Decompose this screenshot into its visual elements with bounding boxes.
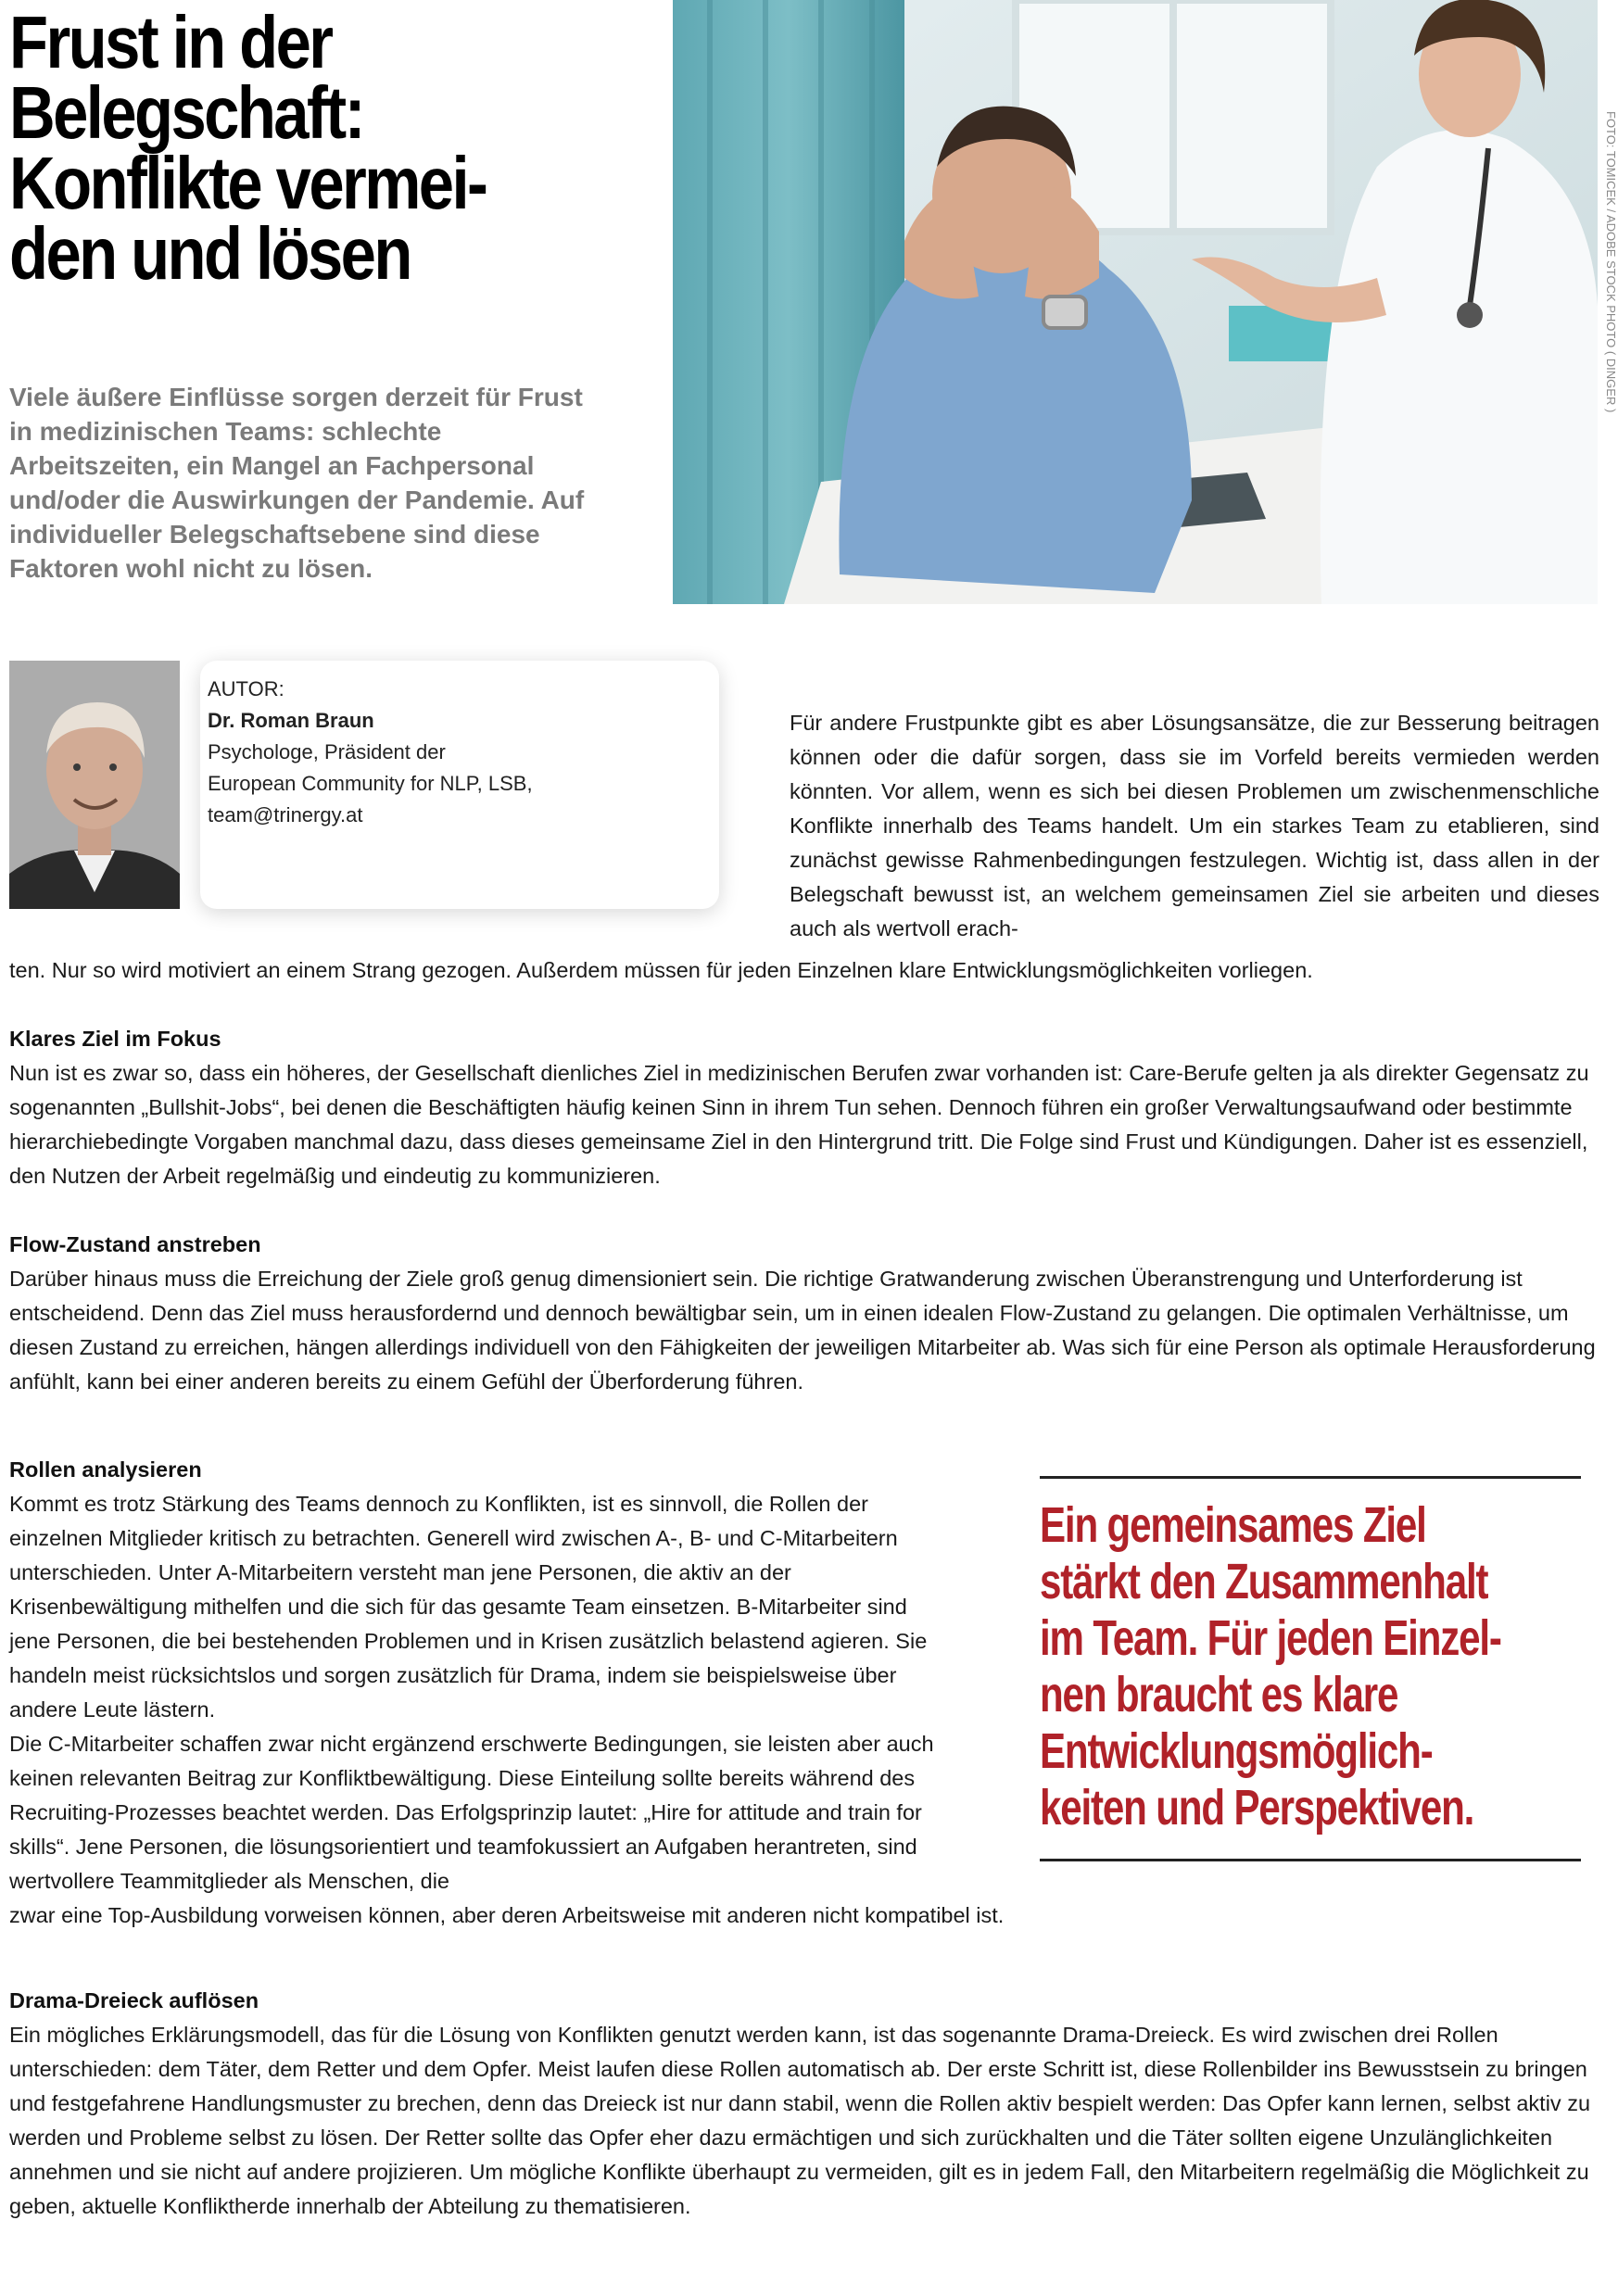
section-body-end: zwar eine Top-Ausbildung vorweisen können, aber deren Arbeitsweise mit anderen nicht kompatibel ist. [9, 1903, 1005, 1927]
pull-quote [1040, 1476, 1581, 1861]
pull-quote-line: Entwicklungsmöglich- [1040, 1723, 1433, 1779]
section-body: Nun ist es zwar so, dass ein höheres, der Gesellschaft dienliches Ziel in medizinischen Berufen zwar vorhanden ist: Care-Berufe gelten ja als direkter Gegensatz zu sogenannten „Bullshit-Jobs“, bei denen die Beschäftigten häufig keinen Sinn in ihrem Tun sehen. Dennoch führen ein großer Verwaltungsaufwand oder bestimmte hierarchiebedingte Vorgaben manchmal dazu, dass dieses gemeinsame Ziel in den Hintergrund tritt. Die Folge sind Frust und Kündigungen. Daher ist es essenziell, den Nutzen der Arbeit regelmäßig und eindeutig zu kommunizieren. [9, 1061, 1589, 1188]
section-heading: Flow-Zustand anstreben [9, 1232, 261, 1256]
pull-quote-line: stärkt den Zusammenhalt [1040, 1554, 1488, 1609]
pull-quote-line: Ein gemeinsames Ziel [1040, 1497, 1426, 1553]
hero-photo [673, 0, 1598, 604]
headline-line: Konflikte vermei- [9, 142, 487, 224]
author-photo [9, 661, 180, 909]
pull-quote-text [1040, 1497, 1546, 1836]
hero-illustration [673, 0, 1598, 604]
intro-paragraph: Für andere Frustpunkte gibt es aber Lösungsansätze, die zur Besserung beitragen können oder die dafür sorgen, dass sie im Vorfeld bereits vermieden werden könnten. Vor allem, wenn es sich bei diesen Problemen um zwischenmenschliche Konflikte innerhalb des Teams handelt. Um ein starkes Team zu etablieren, sind zunächst gewisse Rahmenbedingungen festzulegen. Wichtig ist, dass allen in der Belegschaft bewusst ist, an welchem gemeinsamen Ziel sie arbeiten und dieses auch als wertvoll erach- [790, 711, 1599, 940]
section-heading: Rollen analysieren [9, 1457, 202, 1482]
author-box [200, 661, 719, 909]
author-affiliation: European Community for NLP, LSB, [208, 772, 533, 795]
author-email[interactable]: team@trinergy.at [208, 803, 363, 826]
headline-line: Frust in der [9, 1, 332, 83]
section-heading: Klares Ziel im Fokus [9, 1027, 221, 1051]
photo-credit: FOTO: TOMICEK / ADOBE STOCK PHOTO ( DINGER ) [1604, 111, 1618, 413]
section-body: Kommt es trotz Stärkung des Teams dennoch zu Konflikten, ist es sinnvoll, die Rollen der einzelnen Mitglieder kritisch zu betrachten. Generell wird zwischen A-, B- und C-Mitarbeitern unterschieden. Unter A-Mitarbeitern versteht man jene Personen, die aktiv an der Krisenbewältigung mithelfen und die sich für das gesamte Team einsetzen. B-Mitarbeiter sind jene Personen, die bei bestehenden Problemen und in Krisen zusätzlich belastend agieren. Sie handeln meist rücksichtslos und sorgen zusätzlich für Drama, indem sie beispielsweise über andere Leute lästern. [9, 1492, 928, 1722]
section-body: Ein mögliches Erklärungsmodell, das für die Lösung von Konflikten genutzt werden kann, ist das sogenannte Drama-Dreieck. Es wird zwischen drei Rollen unterschieden: dem Täter, dem Retter und dem Opfer. Meist laufen diese Rollen automatisch ab. Der erste Schritt ist, diese Rollenbilder ins Bewusstsein zu bringen und festgefahrene Handlungsmuster zu brechen, denn das Dreieck ist nur dann stabil, wenn die Rollen aktiv bespielt werden: Das Opfer kann lernen, selbst aktiv zu werden und Probleme selbst zu lösen. Der Retter sollte das Opfer eher dazu ermächtigen und sich zurückhalten und die Täter sollten eigene Unzulänglichkeiten annehmen und sie nicht auf andere projizieren. Um mögliche Konflikte überhaupt zu vermeiden, gilt es in jedem Fall, den Mitarbeitern regelmäßig die Möglichkeit zu geben, aktuelle Konfliktherde innerhalb der Abteilung zu thematisieren. [9, 2023, 1591, 2218]
section-flow-zustand [9, 1228, 1599, 1399]
section-heading: Drama-Dreieck auflösen [9, 1988, 259, 2012]
section-body: Darüber hinaus muss die Erreichung der Ziele groß genug dimensioniert sein. Die richtige Gratwanderung zwischen Überanstrengung und Unterforderung ist entscheidend. Denn das Ziel muss herausfordernd und dennoch bewältigbar sein, um in einen idealen Flow-Zustand zu gelangen. Die optimalen Verhältnisse, um diesen Zustand zu erreichen, hängen allerdings individuell von den Fähigkeiten der jeweiligen Mitarbeiter ab. Was sich für eine Person als optimale Herausforderung anfühlt, kann bei einer anderen bereits zu einem Gefühl der Überforderung führen. [9, 1267, 1596, 1394]
author-role: Psychologe, Präsident der [208, 740, 446, 763]
author-portrait [9, 661, 180, 909]
section-body: Die C-Mitarbeiter schaffen zwar nicht ergänzend erschwerte Bedingungen, sie leisten aber auch keinen relevanten Beitrag zur Konfliktbewältigung. Diese Einteilung sollte bereits während des Recruiting-Prozesses beachtet werden. Das Erfolgsprinzip lautet: „Hire for attitude and train for skills“. Jene Personen, die lösungsorientiert und teamfokussiert an Aufgaben herantreten, sind wertvollere Teammitglieder als Menschen, die [9, 1732, 934, 1893]
section-drama-dreieck [9, 1984, 1599, 2224]
headline-line: Belegschaft: [9, 71, 363, 154]
article-headline [9, 1, 567, 295]
pull-quote-line: im Team. Für jeden Einzel- [1040, 1610, 1501, 1666]
author-name: Dr. Roman Braun [208, 709, 374, 732]
author-label: AUTOR: [208, 677, 284, 700]
pull-quote-line: keiten und Perspektiven. [1040, 1780, 1474, 1836]
intro-paragraph-continued: ten. Nur so wird motiviert an einem Strang gezogen. Außerdem müssen für jeden Einzelnen klare Entwicklungsmöglichkeiten vorliegen. [9, 958, 1313, 982]
pull-quote-line: nen braucht es klare [1040, 1667, 1398, 1722]
headline-line: den und lösen [9, 212, 411, 295]
article-lead: Viele äußere Einflüsse sorgen derzeit für Frust in medizinischen Teams: schlechte Arbeitszeiten, ein Mangel an Fachpersonal und/oder die Auswirkungen der Pandemie. Auf individueller Belegschaftsebene sind diese Faktoren wohl nicht zu lösen. [9, 383, 585, 583]
section-klares-ziel [9, 1022, 1599, 1193]
